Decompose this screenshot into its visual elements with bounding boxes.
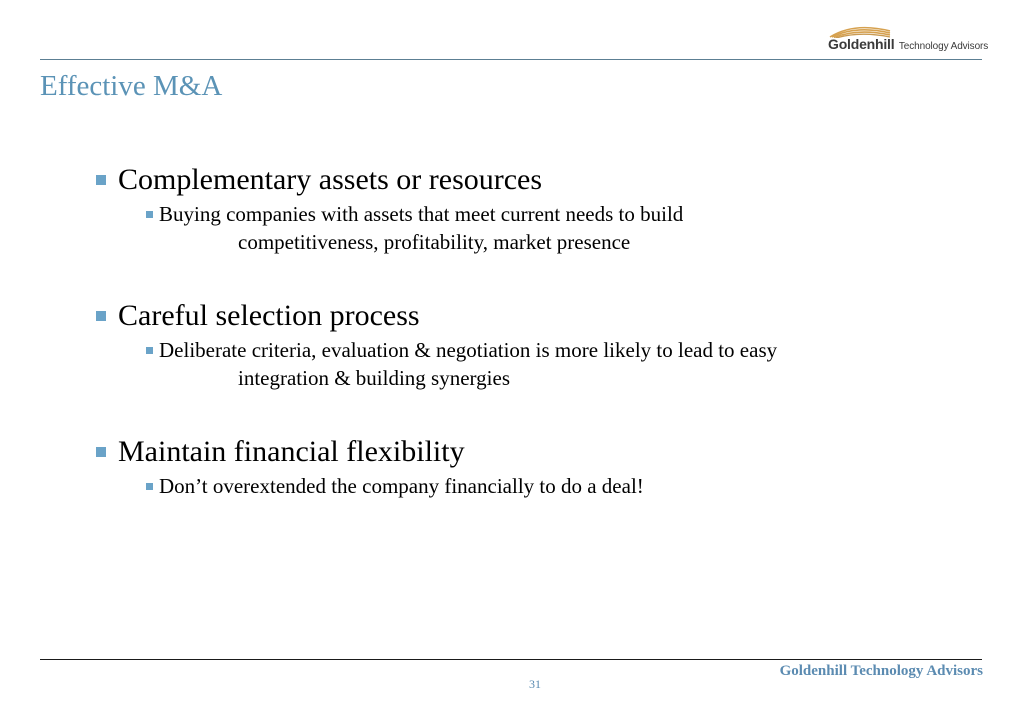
square-bullet-icon [96,175,106,185]
page-number: 31 [529,677,541,691]
logo-wordmark [828,36,988,54]
logo-subtitle-text: Technology Advisors [898,41,989,52]
sub-bullet [146,336,976,392]
square-bullet-icon [146,347,153,354]
sub-bullet-line: Deliberate criteria, evaluation & negotiation is more likely to lead to easy [159,338,778,362]
square-bullet-icon [146,483,153,490]
bullet-heading-text: Maintain financial flexibility [118,435,465,468]
logo-brand-text: Goldenhill [828,36,895,52]
bullet-section-selection-process [96,296,976,392]
footer-company-name: Goldenhill Technology Advisors [779,663,983,679]
bullet-heading-text: Careful selection process [118,299,420,332]
bullet-section-complementary-assets [96,160,976,256]
square-bullet-icon [96,311,106,321]
slide-title: Effective M&A [40,70,223,102]
header-divider [40,59,982,60]
sub-bullet [146,472,976,500]
footer-divider [40,659,982,660]
sub-bullet-line: competitiveness, profitability, market presence [238,230,631,254]
sub-bullet-line: Buying companies with assets that meet current needs to build [159,202,684,226]
square-bullet-icon [146,211,153,218]
slide-body [96,160,976,540]
company-logo [828,24,989,54]
sub-bullet-line: integration & building synergies [238,366,510,390]
bullet-heading [96,432,976,472]
bullet-section-financial-flexibility [96,432,976,500]
sub-bullet [146,200,976,256]
bullet-heading [96,296,976,336]
bullet-heading-text: Complementary assets or resources [118,163,543,196]
sub-bullet-line: Don’t overextended the company financially to do a deal! [159,474,644,498]
square-bullet-icon [96,447,106,457]
bullet-heading [96,160,976,200]
